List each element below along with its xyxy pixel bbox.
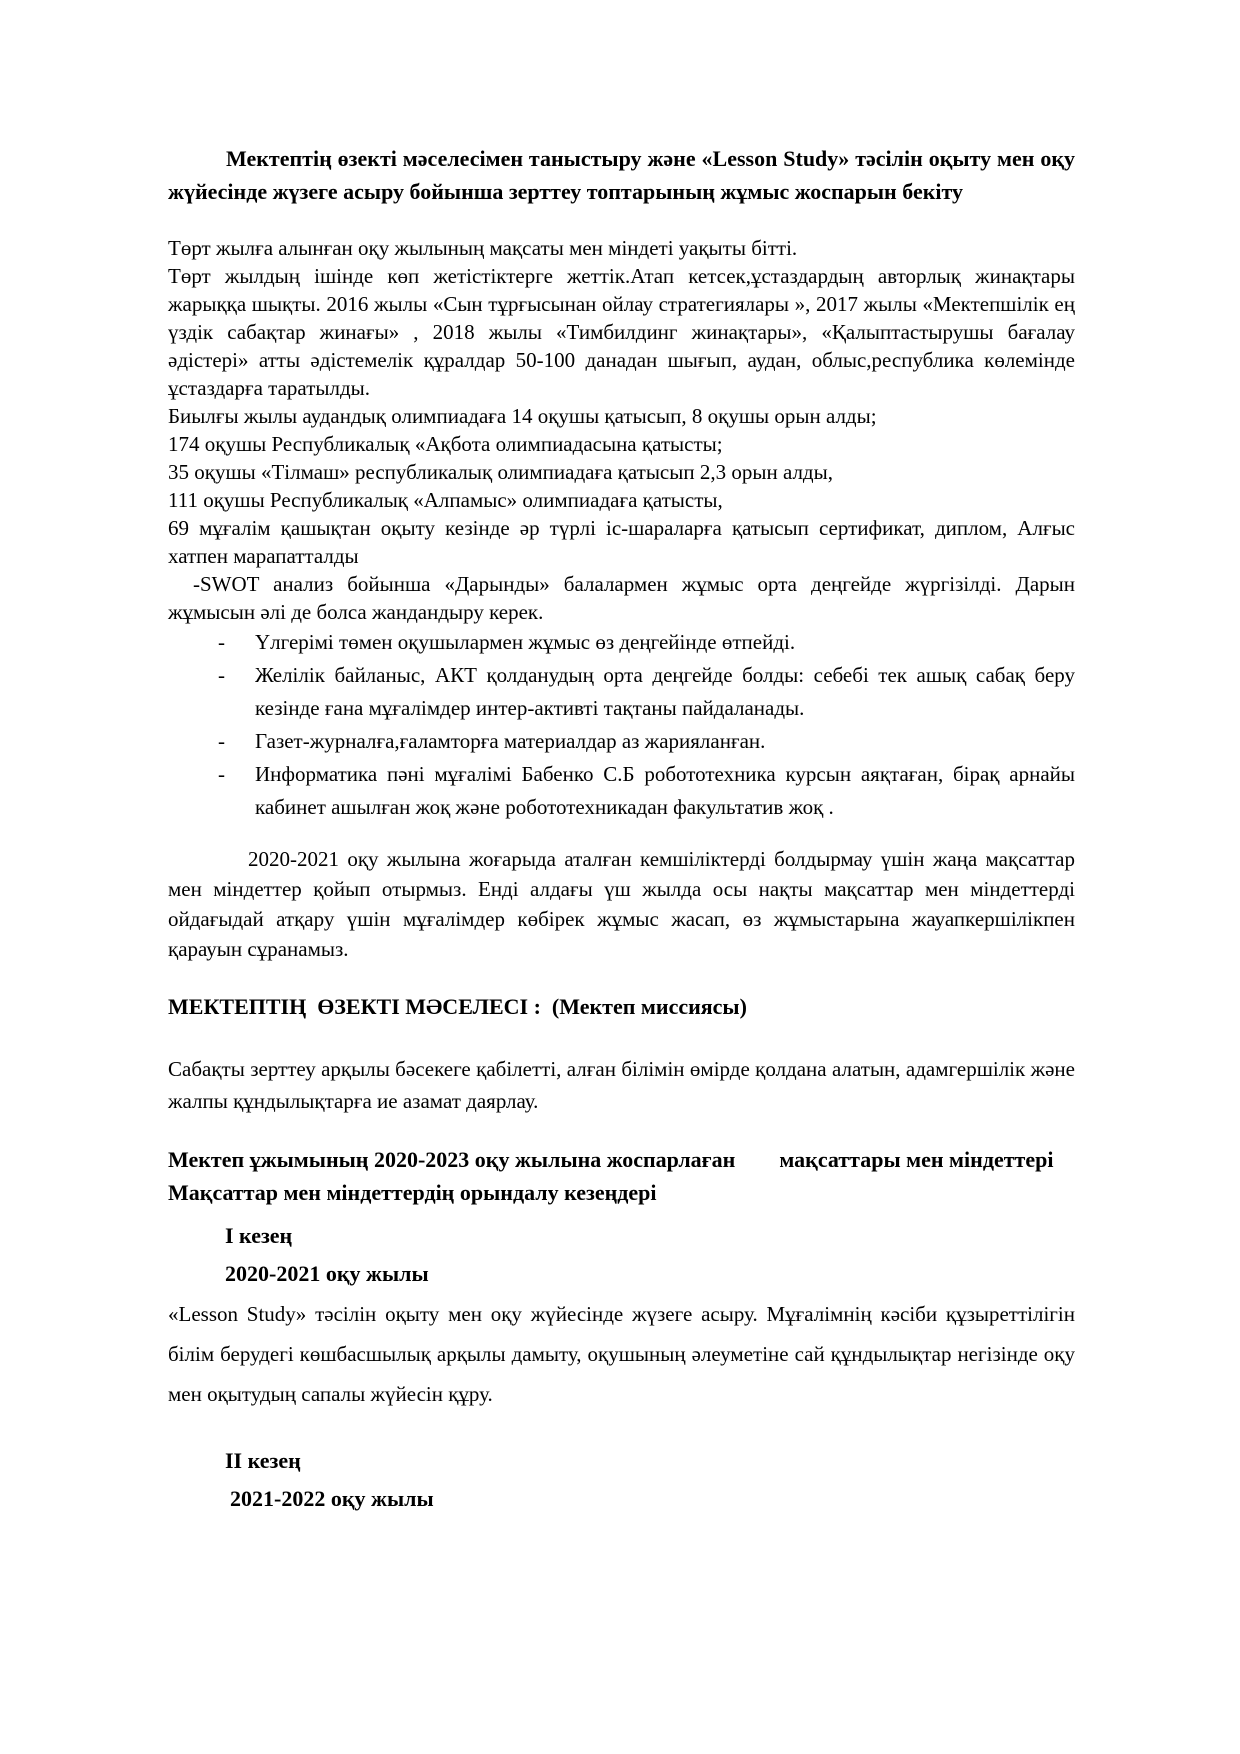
document-title: Мектептің өзекті мәселесімен таныстыру және «Lesson Study» тәсілін оқыту мен оқу жүйесінде жүзеге асыру бойынша зерттеу топтарының жұмыс жоспарын бекіту (168, 146, 1075, 204)
olympiad-line-akbota: 174 оқушы Республикалық «Ақбота олимпиадасына қатысты; (168, 432, 723, 456)
olympiad-line-alpamys: 111 оқушы Республикалық «Алпамыс» олимпиадаға қатысты, (168, 488, 723, 512)
teachers-awards-paragraph: 69 мұғалім қашықтан оқыту кезінде әр түрлі іс-шараларға қатысып сертификат, диплом, Алғыс хатпен марапатталды (168, 516, 1075, 568)
issues-list (168, 626, 1075, 824)
stage-1-label: І кезең (225, 1223, 293, 1248)
list-item (168, 758, 1075, 824)
mission-paragraph: Сабақты зерттеу арқылы бәсекеге қабілетті, алған білімін өмірде қолдана алатын, адамгершілік және жалпы құндылықтарға ие азамат даярлау. (168, 1057, 1075, 1113)
list-item-text: Үлгерімі төмен оқушылармен жұмыс өз деңгейінде өтпейді. (255, 630, 796, 654)
stage-1-paragraph: «Lesson Study» тәсілін оқыту мен оқу жүйесінде жүзеге асыру. Мұғалімнің кәсіби құзыреттілігін білім берудегі көшбасшылық арқылы дамыту, оқушының әлеуметіне сай құндылықтар негізінде оқу мен оқытудың сапалы жүйесін құру. (168, 1302, 1075, 1406)
dash-marker: - (218, 729, 225, 753)
list-item-text: Газет-журналға,ғаламторға материалдар аз жарияланған. (255, 729, 766, 753)
mission-heading: МЕКТЕПТІҢ ӨЗЕКТІ МӘСЕЛЕСІ : (Мектеп миссиясы) (168, 994, 747, 1019)
olympiad-line-tilmash: 35 оқушы «Тілмаш» республикалық олимпиадаға қатысып 2,3 орын алды, (168, 460, 833, 484)
list-item (168, 725, 1075, 758)
dash-marker: - (218, 630, 225, 654)
achievements-paragraph: Төрт жылдың ішінде көп жетістіктерге жеттік.Атап кетсек,ұстаздардың авторлық жинақтары жарыққа шықты. 2016 жылы «Сын тұрғысынан ойлау стратегиялары », 2017 жылы «Мектепшілік ең үздік сабақтар жинағы» , 2018 жылы «Тимбилдинг жинақтары», «Қалыптастырушы бағалау әдістері» атты әдістемелік құралдар 50-100 данадан шығып, аудан, облыс,республика көлемінде ұстаздарға таратылды. (168, 264, 1075, 400)
olympiad-line-district: Биылғы жылы аудандық олимпиадаға 14 оқушы қатысып, 8 оқушы орын алды; (168, 404, 877, 428)
intro-paragraph: Төрт жылға алынған оқу жылының мақсаты мен міндеті уақыты бітті. (168, 236, 798, 260)
stages-heading: Мақсаттар мен міндеттердің орындалу кезеңдері (168, 1180, 657, 1205)
stage-2-year: 2021-2022 оқу жылы (230, 1486, 434, 1511)
stage-1-year: 2020-2021 оқу жылы (225, 1261, 429, 1286)
dash-marker: - (218, 663, 225, 687)
list-item-text: Желілік байланыс, АКТ қолданудың орта деңгейде болды: себебі тек ашық сабақ беру кезінде ғана мұғалімдер интер-активті тақтаны пайдаланады. (255, 663, 1075, 720)
list-item-text: Информатика пәні мұғалімі Бабенко С.Б робототехника курсын аяқтаған, бірақ арнайы кабинет ашылған жоқ және робототехникадан факультатив жоқ . (255, 762, 1075, 819)
swot-paragraph: -SWOT анализ бойынша «Дарынды» балалармен жұмыс орта деңгейде жүргізілді. Дарын жұмысын әлі де болса жандандыру керек. (168, 572, 1075, 624)
stage-2-label: ІІ кезең (225, 1448, 301, 1473)
plan-heading: Мектеп ұжымының 2020-2023 оқу жылына жоспарлаған мақсаттары мен міндеттері (168, 1147, 1054, 1172)
list-item (168, 626, 1075, 659)
goals-paragraph: 2020-2021 оқу жылына жоғарыда аталған кемшіліктерді болдырмау үшін жаңа мақсаттар мен міндеттер қойып отырмыз. Енді алдағы үш жылда осы нақты мақсаттар мен міндеттерді ойдағыдай атқару үшін мұғалімдер көбірек жұмыс жасап, өз жұмыстарына жауапкершілікпен қарауын сұранамыз. (168, 847, 1075, 961)
dash-marker: - (218, 762, 225, 786)
list-item (168, 659, 1075, 725)
